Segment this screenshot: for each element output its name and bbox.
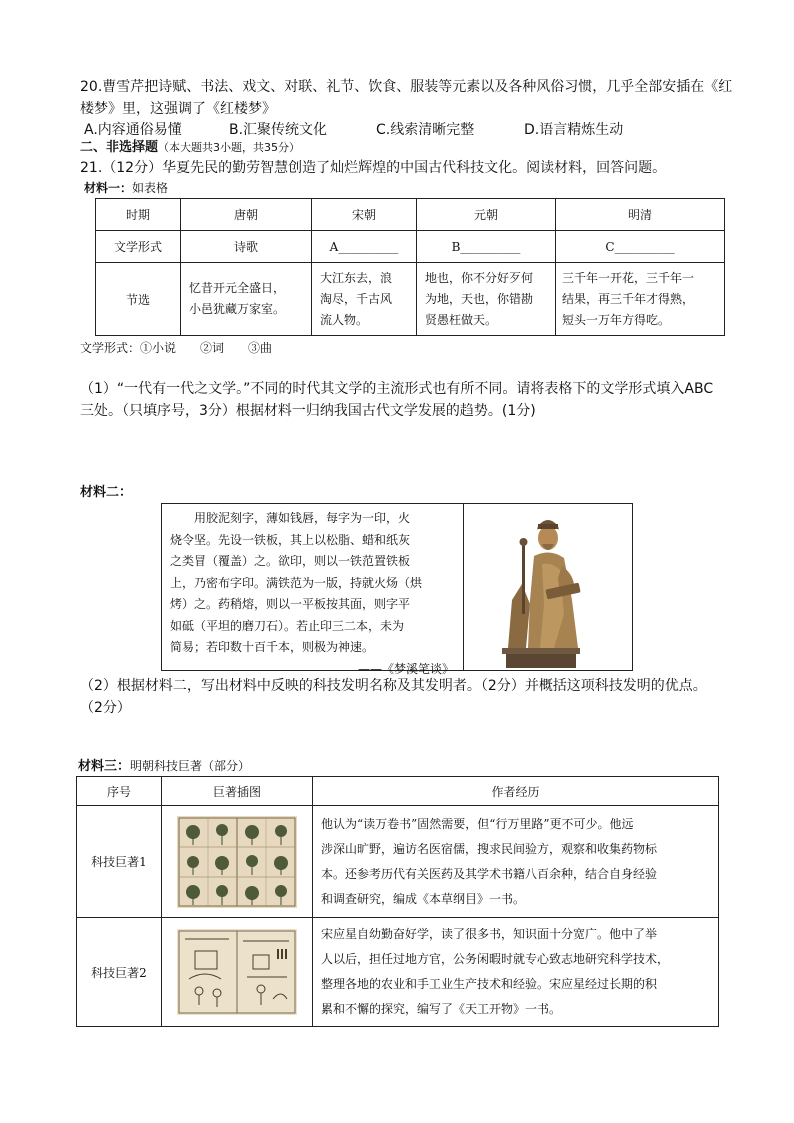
table-cell-period: 明清: [556, 199, 725, 231]
material-2-text: [170, 508, 460, 680]
q20-stem-line1: 20.曹雪芹把诗赋、书法、戏文、对联、礼节、饮食、服装等元素以及各种风俗习惯，几乎全部安插在《红: [80, 79, 733, 95]
material-3-desc: 明朝科技巨著（部分）: [130, 759, 251, 773]
q20-stem-line2: 楼梦》里，这强调了《红楼梦》: [80, 101, 276, 117]
experience-line: 人以后，担任过地方官，公务闲暇时就专心致志地研究科学技术，: [321, 952, 670, 966]
material-3-heading: [78, 756, 250, 777]
science-books-table: [76, 776, 719, 1027]
sub-question-2: [80, 675, 740, 719]
table-header-period: 时期: [96, 199, 181, 231]
bi-sheng-statue-image: [464, 504, 632, 670]
table-header-excerpt: 节选: [96, 263, 181, 336]
sub2-line1: （2）根据材料二，写出材料中反映的科技发明名称及其发明者。（2分）并概括这项科技发明的优点。: [80, 678, 707, 694]
experience-line: 和调查研究，编成《本草纲目》一书。: [321, 891, 526, 906]
sub1-line2: 三处。（只填序号，3分）根据材料一归纳我国古代文学发展的趋势。(1分): [80, 403, 536, 419]
excerpt-line: 地也，你不分好歹何: [425, 270, 534, 285]
section-2-heading: [80, 138, 300, 158]
m2-line: 之类冒（覆盖）之。欲印，则以一铁范置铁板: [170, 554, 411, 568]
m2-line: 简易；若印数十百千本，则极为神速。: [170, 640, 375, 654]
table-cell-excerpt-song: [312, 263, 417, 336]
material-1-heading: [84, 178, 168, 198]
q20-option-a: A.内容通俗易懂: [84, 122, 182, 138]
table-cell-form-c: C__________: [556, 231, 725, 263]
q20-option-d: D.语言精炼生动: [524, 122, 624, 138]
excerpt-line: 贤愚枉做天。: [425, 312, 498, 327]
sub-question-1: [80, 378, 740, 422]
forms-note: 文学形式：①小说 ②词 ③曲: [80, 341, 273, 355]
section-2-note: （本大题共3小题，共35分）: [158, 141, 301, 154]
experience-line: 累和不懈的探究，编写了《天工开物》一书。: [321, 1002, 562, 1016]
q20-option-c: C.线索清晰完整: [376, 122, 475, 138]
table-cell-illustration: [162, 806, 313, 918]
table-cell-period: 唐朝: [181, 199, 312, 231]
sub1-line1: （1）“一代有一代之文学。”不同的时代其文学的主流形式也有所不同。请将表格下的文学形式填入ABC: [80, 381, 714, 397]
excerpt-line: 结果，再三千年才得熟，: [562, 291, 695, 306]
table-cell-excerpt-tang: [181, 263, 312, 336]
table-cell-period: 宋朝: [312, 199, 417, 231]
table-cell-form: 诗歌: [181, 231, 312, 263]
excerpt-line: 大江东去，浪: [320, 270, 393, 285]
table-cell-author-experience: [313, 806, 719, 918]
table-row: [77, 918, 719, 1027]
table-cell-excerpt-mingqing: [556, 263, 725, 336]
table-header-author-experience: 作者经历: [313, 777, 719, 806]
table-cell-book-label: 科技巨著1: [77, 806, 162, 918]
q20-option-b: B.汇聚传统文化: [229, 122, 328, 138]
excerpt-line: 三千年一开花，三千年一: [562, 270, 695, 285]
q21-intro: 21.（12分）华夏先民的勤劳智慧创造了灿烂辉煌的中国古代科技文化。阅读材料，回答问题。: [80, 160, 667, 176]
excerpt-line: 为地，天也，你错勘: [425, 291, 534, 306]
experience-line: 他认为“读万卷书”固然需要，但“行万里路”更不可少。他远: [321, 816, 634, 831]
table-header-form: 文学形式: [96, 231, 181, 263]
excerpt-line: 小邑犹藏万家室。: [189, 302, 286, 316]
table-row: [77, 777, 719, 806]
bencao-gangmu-illustration: [177, 816, 297, 908]
sub2-line2: （2分）: [80, 700, 131, 716]
excerpt-line: 短头一万年方得吃。: [562, 312, 671, 327]
material-2-box: [161, 503, 633, 676]
m2-line: 烤）之。药稍熔，则以一平板按其面，则字平: [170, 597, 411, 611]
experience-line: 宋应星自幼勤奋好学，读了很多书，知识面十分宽广。他中了举: [321, 927, 658, 941]
table-row: [96, 231, 725, 263]
table-cell-form-a: A__________: [312, 231, 417, 263]
table-cell-illustration: [162, 918, 313, 1027]
table-header-illustration: 巨著插图: [162, 777, 313, 806]
table-header-number: 序号: [77, 777, 162, 806]
material-3-label: 材料三：: [78, 759, 131, 774]
m2-line: 烧令坚。先设一铁板，其上以松脂、蜡和纸灰: [170, 532, 411, 547]
literature-table: [95, 198, 725, 336]
m2-source: ——《梦溪笔谈》: [357, 661, 454, 676]
material-1-label: 材料一：: [84, 181, 133, 195]
m2-line: 用胶泥刻字，薄如钱唇，每字为一印，火: [194, 511, 411, 525]
excerpt-line: 忆昔开元全盛日，: [189, 281, 286, 295]
question-20: [80, 76, 740, 120]
experience-line: 本。还参考历代有关医药及其学术书籍八百余种，结合自身经验: [321, 866, 658, 881]
table-cell-excerpt-yuan: [417, 263, 556, 336]
tiangong-kaiwu-illustration: [177, 929, 297, 1015]
excerpt-line: 流人物。: [320, 312, 369, 327]
m2-line: 如砥（平坦的磨刀石）。若止印三二本，未为: [170, 618, 405, 633]
excerpt-line: 淘尽，千古风: [320, 291, 393, 306]
table-cell-book-label: 科技巨著2: [77, 918, 162, 1027]
table-row: [96, 263, 725, 336]
m2-line: 上，乃密布字印。满铁范为一版，持就火炀（烘: [170, 575, 423, 590]
material-2-label: 材料二：: [80, 485, 133, 500]
table-row: [96, 199, 725, 231]
table-cell-period: 元朝: [417, 199, 556, 231]
table-cell-author-experience: [313, 918, 719, 1027]
table-row: [77, 806, 719, 918]
section-2-title: 二、非选择题: [80, 140, 159, 155]
material-1-desc: 如表格: [132, 181, 169, 195]
experience-line: 涉深山旷野，遍访名医宿儒，搜求民间验方，观察和收集药物标: [321, 841, 658, 856]
table-cell-form-b: B__________: [417, 231, 556, 263]
experience-line: 整理各地的农业和手工业生产技术和经验。宋应星经过长期的积: [321, 977, 658, 991]
